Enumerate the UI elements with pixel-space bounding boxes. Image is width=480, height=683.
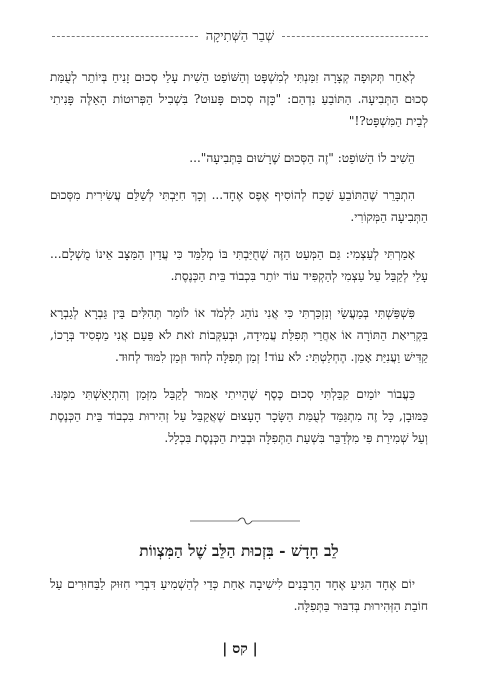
paragraph: פִּשְׁפַּשְׁתִּי בְּמַעֲשַׂי וְנִזְכַּרְתִּי כִּי אֲנִי נוֹהֵג לִלְמֹד אוֹ לוֹמַר תְּהִלִּים בֵּין גַּבְרָא לְגַבְרָא בִּקְרִיאַת הַתּוֹרָה אוֹ אַחֲרֵי תְּפִלַּת עֲמִידָה, וּבְעִקְּבוֹת זֹאת לֹא פַּעַם אֲנִי מַפְסִיד בְּרָכוֹ, קַדִּישׁ וַעֲנִיַּת אָמֵן. הֶחְלַטְתִּי: לֹא עוֹד! זְמַן תְּפִלָּה לְחוּד וּזְמַן לִמּוּד לְחוּד. — [50, 306, 428, 364]
page-number — [0, 641, 480, 658]
running-header — [52, 26, 428, 46]
paragraph: לְאַחַר תְּקוּפָה קְצָרָה זִמַּנְתִּי לְמִשְׁפָּט וְהַשּׁוֹפֵט הֵשִׁית עָלַי סְכוּם זָנִיחַ בְּיוֹתֵר לְעֻמַּת סְכוּם הַתְּבִיעָה. הַתּוֹבֵעַ נִדְהַם: "כָּזֶה סְכוּם פָּעוּט? בִּשְׁבִיל הַפְּרוּטוֹת הָאֵלֶּה פָּנִיתִי לְבֵית הַמִּשְׁפָּט?!" — [50, 70, 428, 128]
paragraph: הִתְבָּרֵר שֶׁהַתּוֹבֵעַ שָׁכַח לְהוֹסִיף אֶפֶס אֶחָד... וְכָךְ חִיַּבְתִּי לְשַׁלֵּם עֲשִׂירִית מִסְּכוּם הַתְּבִיעָה הַמְּקוֹרִי. — [50, 188, 428, 224]
page-number-text: קס — [232, 641, 248, 657]
page-number-bar-right: | — [252, 641, 258, 657]
header-rule-right — [282, 36, 428, 37]
section-paragraph: יוֹם אֶחָד הִגִּיעַ אֶחָד הָרַבָּנִים לִישִׁיבָה אַחַת כְּדֵי לְהַשְׁמִיעַ דִּבְרֵי חִזּוּק לַבַּחוּרִים עַל חוֹבַת הַזְּהִירוּת בְּדִבּוּר בַּתְּפִלָּה. — [50, 577, 428, 613]
header-rule-left — [52, 36, 198, 37]
header-title: שְׁבַר הַשְּׁתִיקָה — [205, 29, 275, 44]
paragraph: הֵשִׁיב לוֹ הַשּׁוֹפֵט: "זֶה הַסְּכוּם שֶׁרָשׁוּם בַּתְּבִיעָה"... — [189, 151, 415, 165]
section-heading: לֵב חָדָשׁ - בִּזְכוּת הַלֵּב שֶׁל הַמִּצְווֹת — [139, 541, 339, 560]
paragraph: כַּעֲבוֹר יוֹמַיִם קִבַּלְתִּי סְכוּם כֶּסֶף שֶׁהָיִיתִי אָמוּר לְקַבֵּל מִזְּמַן וְהִתְיָאַשְׁתִּי מִמֶּנּוּ. כַּמּוּבָן, כָּל זֶה מִתְגַּמֵּד לְעֻמַּת הַשָּׂכָר הָעָצוּם שֶׁאֲקַבֵּל עַל זְהִירוּת בִּכְבוֹד בֵּית הַכְּנֶסֶת וְעַל שְׁמִירַת פִּי מִלְּדַבֵּר בִּשְׁעַת הַתְּפִלָּה וּבְבֵית הַכְּנֶסֶת בִּכְלָל. — [50, 387, 428, 445]
ornament-divider — [190, 516, 300, 526]
page-number-bar-left: | — [222, 641, 228, 657]
paragraph: אָמַרְתִּי לְעַצְמִי: גַּם הַמְּעַט הַזֶּה שֶׁחֻיַּבְתִּי בּוֹ מְלַמֵּד כִּי עֲדַיִן הַמַּצָּב אֵינוֹ מֻשְׁלָם... עָלַי לְקַבֵּל עַל עַצְמִי לְהַקְפִּיד עוֹד יוֹתֵר בִּכְבוֹד בֵּית הַכְּנֶסֶת. — [50, 247, 428, 283]
body-text — [50, 66, 428, 464]
